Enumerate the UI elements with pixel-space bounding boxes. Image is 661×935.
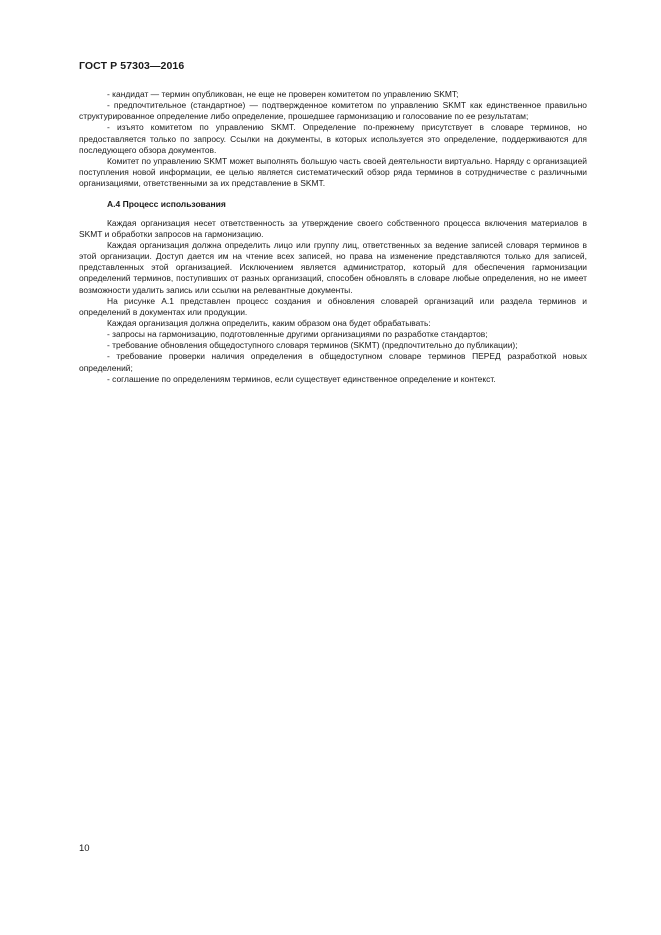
list-item-withdrawn: - изъято комитетом по управлению SKMT. Определение по-прежнему присутствует в словаре терминов, но предоставляется только по запросу. Ссылки на документы, в которых используется это определение, поддерживаются для последующего обзора документов. xyxy=(79,122,587,155)
document-header-standard-id: ГОСТ Р 57303—2016 xyxy=(79,60,185,72)
list-item-preferred: - предпочтительное (стандартное) — подтвержденное комитетом по управлению SKMT как единственное правильно структурированное определение либо определение, прошедшее гармонизацию и голосование по ее результатам; xyxy=(79,100,587,122)
page-number: 10 xyxy=(79,843,90,854)
document-body xyxy=(79,89,587,385)
paragraph-person-or-group: Каждая организация должна определить лицо или группу лиц, ответственных за ведение записей словаря терминов в этой организации. Доступ дается им на чтение всех записей, но права на изменение представляются только для записей, представленных этой организацией. Исключением является администратор, который для обеспечения гармонизации определений терминов, поступивших от разных организаций, способен обновлять в словаре любые определения, но не имеет возможности удалить запись или ссылки на релевантные документы. xyxy=(79,239,587,295)
list-item-update-requirement: - требование обновления общедоступного словаря терминов (SKMT) (предпочтительно до публикации); xyxy=(107,340,518,351)
list-item-harmonization-requests: - запросы на гармонизацию, подготовленные другими организациями по разработке стандартов; xyxy=(107,329,488,340)
section-heading-a4: А.4 Процесс использования xyxy=(107,199,226,210)
list-item-agreement: - соглашение по определениям терминов, если существует единственное определение и контекст. xyxy=(107,373,496,384)
paragraph-processing-intro: Каждая организация должна определить, каким образом она будет обрабатывать: xyxy=(107,317,431,328)
list-item-check-requirement: - требование проверки наличия определения в общедоступном словаре терминов ПЕРЕД разработкой новых определений; xyxy=(79,351,587,373)
list-item-candidate: - кандидат — термин опубликован, не еще не проверен комитетом по управлению SKMT; xyxy=(107,89,459,99)
paragraph-figure-reference: На рисунке А.1 представлен процесс создания и обновления словарей организаций или раздела терминов и определений в документах или продукции. xyxy=(79,295,587,317)
paragraph-committee: Комитет по управлению SKMT может выполнять большую часть своей деятельности виртуально. Наряду с организацией поступления новой информации, ее целью является систематический обзор ряда терминов в сотрудничестве с различными организациями, ответственными за их представление в SKMT. xyxy=(79,155,587,189)
paragraph-responsibility: Каждая организация несет ответственность за утверждение своего собственного процесса включения материалов в SKMT и обработки запросов на гармонизацию. xyxy=(79,217,587,239)
